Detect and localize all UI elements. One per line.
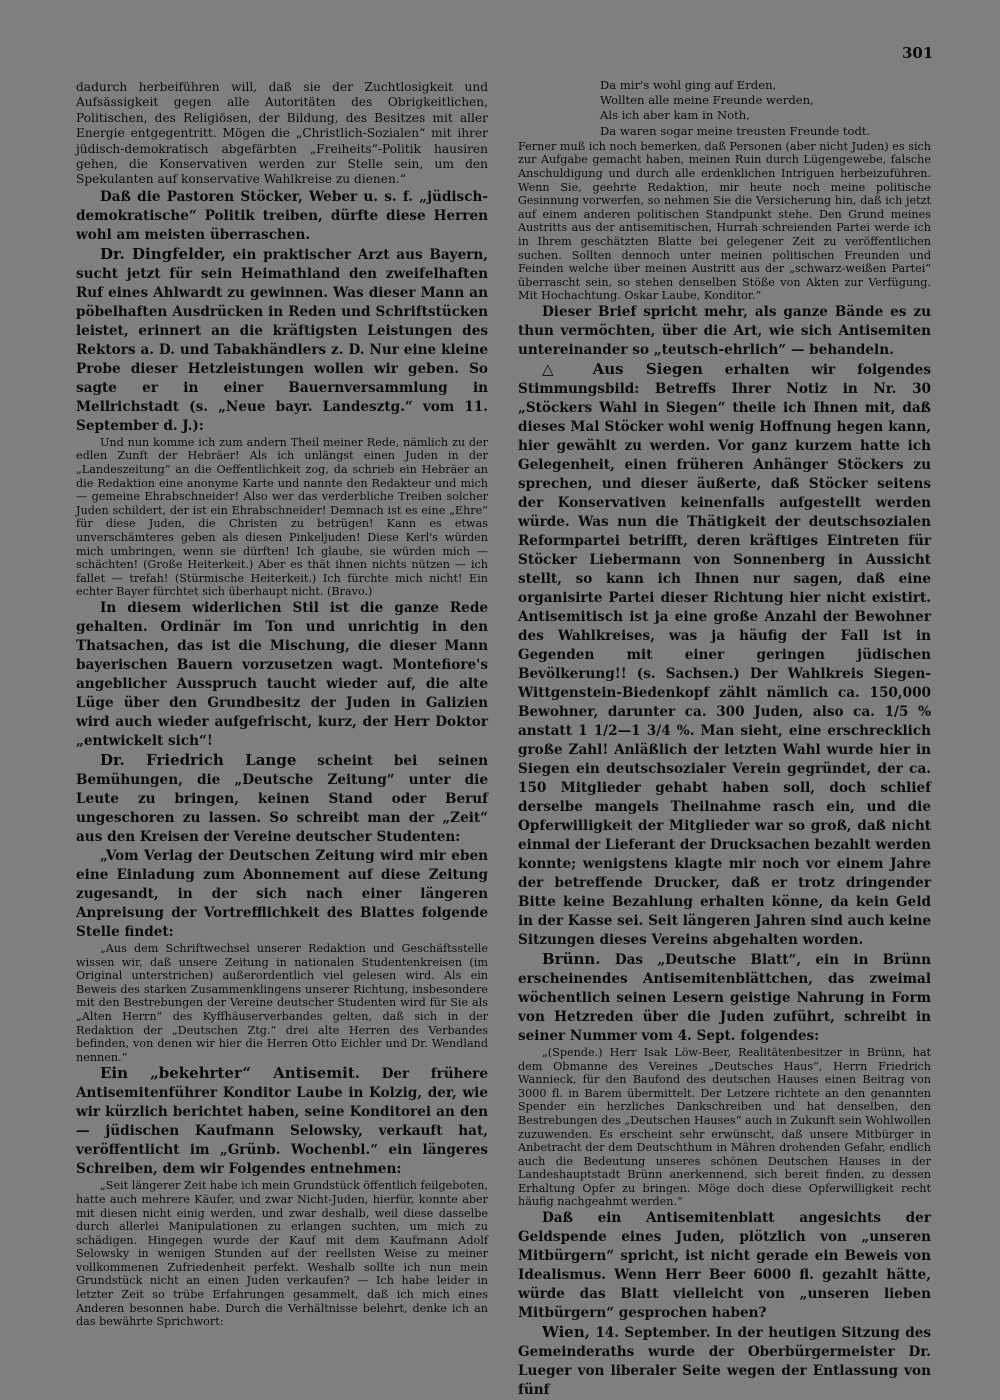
section-heading: Dr. Friedrich Lange [100, 750, 297, 769]
paragraph: Ein „bekehrter“ Antisemit. Der frühere Antisemitenführer Konditor Laube in Kolzig, der, wie wir kürzlich berichtet haben, seine Konditorei an den — jüdischen Kaufmann Selowsky, verkauft hat, veröffentlicht im „Grünb. Wochenbl.“ ein längeres Schreiben, dem wir Folgendes entnehmen: [76, 1064, 488, 1178]
triangle-icon: △ [542, 359, 571, 378]
paragraph: Dr. Dingfelder, ein praktischer Arzt aus Bayern, sucht jetzt für sein Heimathland den zweifelhaften Ruf eines Ahlwardt zu gewinnen. Was dieser Mann an pöbelhaften Ausdrücken in Reden und Schriftstücken leistet, erinnert an die kräftigsten Leistungen des Rektors a. D. und Tabakhändlers z. D. Nur eine kleine Probe dieser Hetzleistungen wollen wir geben. So sagte er in einer Bauernversammlung in Mellrichstadt (s. „Neue bayr. Landesztg.“ vom 11. September d. J.): [76, 244, 489, 434]
paragraph: Wien, 14. September. In der heutigen Sitzung des Gemeinderaths wurde der Oberbürgermeister Dr. Lueger von liberaler Seite wegen der Entlassung von fünf [518, 1323, 931, 1399]
section-heading: Wien, [542, 1323, 590, 1342]
quote: Ferner muß ich noch bemerken, daß Personen (aber nicht Juden) es sich zur Aufgabe gemacht haben, meinen Ruin durch Lügengewebe, falsche Anschuldigung und durch alle erdenklichen Intriguen herbeizuführen. Wenn Sie, geehrte Redaktion, mir heute noch meine politische Gesinnung vorwerfen, so nehmen Sie die Versicherung hin, daß ich jetzt auf einem anderen politischen Standpunkt stehe. Den Grund meines Austritts aus der antisemitischen, Hurrah schreienden Partei werde ich in Ihrem geschätzten Blatte bei gelegener Zeit zu veröffentlichen suchen. Sollten dennoch unter meinen politischen Freunden und Feinden welche über meinen Austritt aus der „schwarz-weißen Partei“ überrascht sein, so stehen denselben Stöße von Akten zur Verfügung. Mit Hochachtung. Oskar Laube, Konditor.“ [518, 139, 931, 303]
section-heading: Brünn. [542, 949, 601, 968]
section-heading: Aus Siegen [592, 359, 703, 378]
left-column [76, 80, 488, 1329]
paragraph: Dr. Friedrich Lange scheint bei seinen Bemühungen, die „Deutsche Zeitung“ unter die Leute zu bringen, keinen Stand oder Beruf ungeschoren zu lassen. So schreibt man der „Zeit“ aus den Kreisen der Vereine deutscher Studenten: [76, 750, 489, 845]
quote: „Vom Verlag der Deutschen Zeitung wird mir eben eine Einladung zum Abonnement auf diese Zeitung zugesandt, in der sich nach einer längeren Anpreisung der Vortrefflichkeit des Blattes folgende Stelle findet: [76, 847, 488, 940]
paragraph: dadurch herbeiführen will, daß sie der Zuchtlosigkeit und Aufsässigkeit gegen alle Autoritäten des Obrigkeitlichen, Politischen, des Religiösen, der Bildung, des Besitzes mit aller Energie entgegentritt. Mögen die „Christlich-Sozialen“ mit ihrer jüdisch-demokratisch abgefärbten „Freiheits“-Politik hausiren gehen, die Konservativen werden zur Stelle sein, um den Spekulanten auf konservative Wahlkreise zu dienen.“ [76, 80, 488, 187]
poem-line: Als ich aber kam in Noth, [600, 108, 750, 123]
poem [518, 78, 931, 139]
poem-line: Da waren sogar meine treusten Freunde todt. [600, 123, 871, 138]
paragraph: Daß die Pastoren Stöcker, Weber u. s. f. „jüdisch-demokratische“ Politik treiben, dürfte diese Herren wohl am meisten überraschen. [76, 188, 488, 243]
quote: Und nun komme ich zum andern Theil meiner Rede, nämlich zu der edlen Zunft der Hebräer! Als ich unlängst einen Juden in der „Landeszeitung“ an die Oeffentlichkeit zog, da schrieb ein Hebräer an die Redaktion eine anonyme Karte und nannte den Redakteur und mich — gemeine Ehrabschneider! Also wer das verderbliche Treiben solcher Juden schildert, der ist ein Ehrabschneider! Demnach ist es eine „Ehre“ für diese Juden, die Christen zu betrügen! Kann es etwas unverschämteres geben als diesen Pinkeljuden! Diese Kerl's würden mich umbringen, wenn sie dürften! Ich glaube, sie würden mich — schächten! (Große Heiterkeit.) Aber es thät ihnen nichts nützen — ich fallet — trefah! (Stürmische Heiterkeit.) Ich fürchte mich nicht! Ein echter Bayer fürchtet sich überhaupt nicht. (Bravo.) [76, 435, 488, 599]
right-column [518, 78, 931, 1400]
quote: „Aus dem Schriftwechsel unserer Redaktion und Geschäftsstelle wissen wir, daß unsere Zeitung in nationalen Studentenkreisen (im Original unterstrichen) außerordentlich viel gelesen wird. Als ein Beweis des starken Zusammenklingens unserer Richtung, insbesondere mit den Bestrebungen der Vereine deutscher Studenten wird für Sie als „Alten Herrn“ des Kyffhäuserverbandes gelten, daß sich in der Redaktion der „Deutschen Ztg.“ drei alte Herren des Verbandes befinden, von denen wir hier die Herren Otto Eichler und Dr. Wendland nennen.“ [76, 941, 488, 1064]
section-heading: Ein „bekehrter“ Antisemit. [100, 1064, 360, 1083]
poem-line: Da mir's wohl ging auf Erden, [600, 78, 777, 92]
quote: „(Spende.) Herr Isak Löw-Beer, Realitätenbesitzer in Brünn, hat dem Obmanne des Vereines „Deutsches Haus“, Herrn Friedrich Wannieck, für den Baufond des deutschen Hauses einen Beitrag von 3000 fl. in Barem übermittelt. Der Letzere richtete an den genannten Spender ein herzliches Dankschreiben und hat denselben, den Bestrebungen des „Deutschen Hauses“ auch in Zukunft sein Wohlwollen zuzuwenden. Es erscheint sehr erwünscht, daß unsere Mitbürger in Anbetracht der dem Deutschthum in Mähren drohenden Gefahr, endlich auch die Bedeutung unseres schönen Deutschen Hauses in der Landeshauptstadt Brünn anerkennend, sich bereit finden, zu dessen Erhaltung Opfer zu bringen. Möge doch diese Opferwilligkeit recht häufig nachgeahmt werden.“ [518, 1045, 931, 1209]
paragraph: Brünn. Das „Deutsche Blatt“, ein in Brünn erscheinendes Antisemitenblättchen, das zweimal wöchentlich seinen Lesern geistige Nahrung in Form von Hetzreden über die Juden zuführt, schreibt in seiner Nummer vom 4. Sept. folgendes: [518, 949, 931, 1044]
section-heading: Dr. Dingfelder, [100, 244, 226, 263]
paragraph: Dieser Brief spricht mehr, als ganze Bände es zu thun vermöchten, über die Art, wie sich Antisemiten untereinander so „teutsch-ehrlich“ — behandeln. [518, 303, 931, 358]
poem-line: Wollten alle meine Freunde werden, [600, 93, 814, 108]
paragraph: Daß ein Antisemitenblatt angesichts der Geldspende eines Juden, plötzlich von „unseren Mitbürgern“ spricht, ist nicht gerade ein Beweis von Idealismus. Wenn Herr Beer 6000 fl. gezahlt hätte, würde das Blatt vielleicht von „unseren lieben Mitbürgern“ gesprochen haben? [518, 1210, 931, 1322]
page-number: 301 [902, 44, 934, 62]
paragraph: △ Aus Siegen erhalten wir folgendes Stimmungsbild: Betreffs Ihrer Notiz in Nr. 30 „Stöckers Wahl in Siegen“ theile ich Ihnen mit, daß dieses Mal Stöcker wohl wenig Hoffnung hegen kann, hier gewählt zu werden. Vor ganz kurzem hatte ich Gelegenheit, einen früheren Anhänger Stöckers zu sprechen, und dieser äußerte, daß Stöcker seitens der Konservativen keinenfalls aufgestellt werden würde. Was nun die Thätigkeit der deutschsozialen Reformpartei betrifft, deren kräftiges Eintreten für Stöcker Liebermann von Sonnenberg in Aussicht stellt, so kann ich Ihnen nur sagen, daß eine organisirte Partei dieser Richtung hier nicht existirt. Antisemitisch ist ja eine große Anzahl der Bewohner des Wahlkreises, was ja häufig der Fall ist in Gegenden mit einer geringen jüdischen Bevölkerung!! (s. Sachsen.) Der Wahlkreis Siegen-Wittgenstein-Biedenkopf zählt nämlich ca. 150,000 Bewohner, darunter ca. 300 Juden, also ca. 1/5 % anstatt 1 1/2—1 3/4 %. Man sieht, eine erschrecklich große Zahl! Anläßlich der letzten Wahl wurde hier in Siegen ein deutschsozialer Verein gegründet, der ca. 150 Mitglieder gehabt haben soll, doch schlief derselbe mangels Theilnahme rasch ein, und die Opferwilligkeit der Mitglieder war so groß, daß nicht einmal der Lieferant der Drucksachen bezahlt werden konnte; wenigstens klagte mir noch vor einem Jahre der betreffende Drucker, daß er trotz dringender Bitte keine Bezahlung erhalten könne, da kein Geld in der Kasse sei. Seit längeren Jahren sind auch keine Sitzungen dieses Vereins abgehalten worden. [518, 359, 931, 948]
quote: „Seit längerer Zeit habe ich mein Grundstück öffentlich feilgeboten, hatte auch mehrere Käufer, und zwar Nicht-Juden, hierfür, konnte aber mit diesen nicht einig werden, und zwar deshalb, weil diese dasselbe durch allerlei Manipulationen zu erlangen suchten, um mich zu schädigen. Hingegen wurde der Kauf mit dem Kaufmann Adolf Selowsky in wenigen Stunden auf der reellsten Weise zu meiner vollkommenen Zufriedenheit perfekt. Weshalb sollte ich nun mein Grundstück nicht an einen Juden verkaufen? — Ich habe leider in letzter Zeit so trübe Erfahrungen gesammelt, daß ich mich eines Anderen besonnen habe. Durch die Verhältnisse belehrt, denke ich an das bewährte Sprichwort: [76, 1179, 488, 1329]
paragraph: In diesem widerlichen Stil ist die ganze Rede gehalten. Ordinär im Ton und unrichtig in den Thatsachen, das ist die Mischung, die dieser Mann bayerischen Bauern vorzusetzen wagt. Montefiore's angeblicher Ausspruch taucht wieder auf, die alte Lüge über den Grundbesitz der Juden in Galizien wird auch wieder aufgefrischt, kurz, der Herr Doktor „entwickelt sich“! [76, 599, 488, 749]
